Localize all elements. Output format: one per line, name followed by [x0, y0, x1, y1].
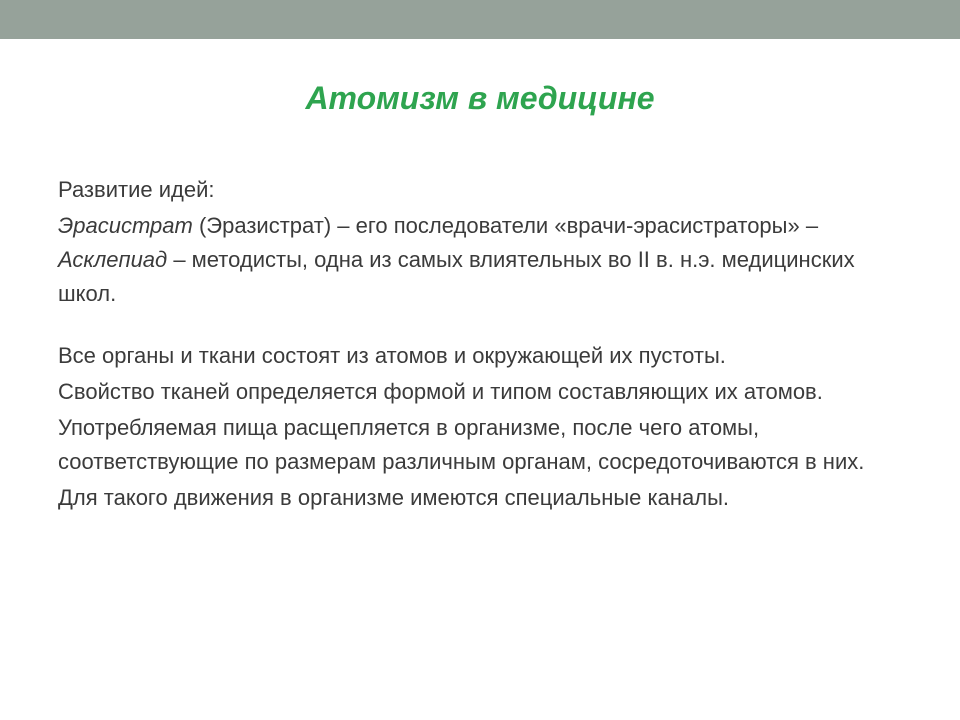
- paragraph-development: [58, 209, 908, 311]
- top-band: [0, 0, 960, 39]
- point-channels: Для такого движения в организме имеются специальные каналы.: [58, 485, 729, 510]
- name-asclepiades: Асклепиад: [58, 247, 168, 272]
- point-organs-atoms: Все органы и ткани состоят из атомов и окружающей их пустоты.: [58, 343, 726, 368]
- point-tissue-property: Свойство тканей определяется формой и типом составляющих их атомов.: [58, 379, 823, 404]
- intro-text: Развитие идей:: [58, 177, 215, 202]
- point-food-atoms: Употребляемая пища расщепляется в организме, после чего атомы, соответствующие по размерам различным органам, сосредоточиваются в них.: [58, 415, 865, 474]
- paragraph-development-part2: – методисты, одна из самых влиятельных во II в. н.э. медицинских школ.: [58, 247, 855, 306]
- slide-body: [58, 173, 908, 515]
- slide-title: Атомизм в медицине: [305, 80, 655, 116]
- name-erasistratus: Эрасистрат: [58, 213, 193, 238]
- paragraph-development-part1: (Эразистрат) – его последователи «врачи-эрасистраторы» –: [192, 213, 819, 238]
